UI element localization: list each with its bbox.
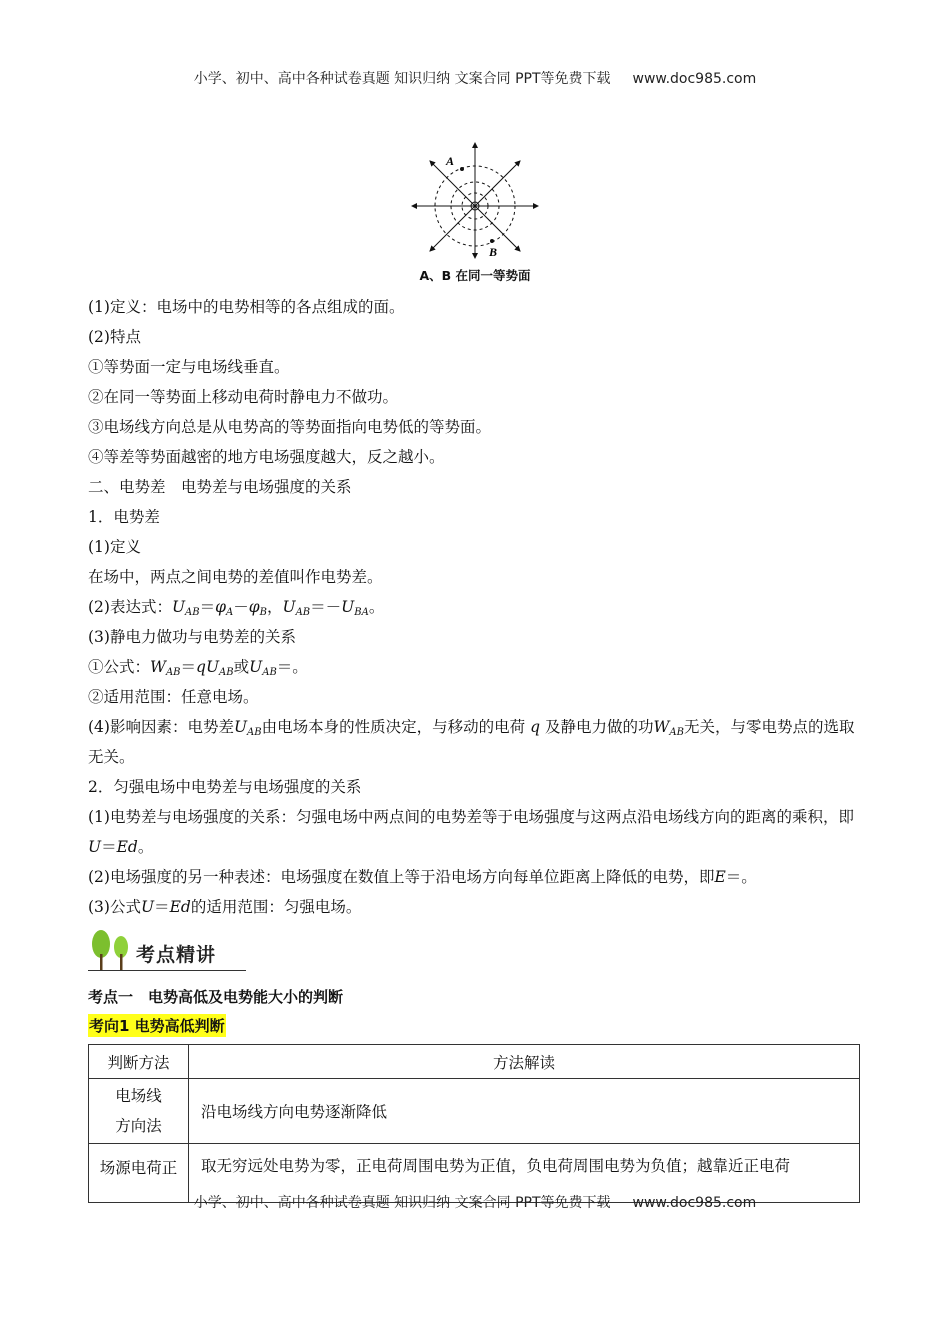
- expression-prefix: (2)表达式：: [88, 598, 172, 616]
- field-line-ne: [475, 161, 520, 206]
- expression-line: (2)表达式：$U_{AB}=\varphi_A-\varphi_B$，$U_{AB}=-U_{BA}$。: [88, 598, 385, 618]
- subsection-2-title: 2．匀强电场中电势差与电场强度的关系: [88, 778, 362, 796]
- feature-4: ④等差等势面越密的地方电场强度越大，反之越小。: [88, 448, 445, 466]
- label-a: A: [446, 154, 455, 168]
- page-footer: [0, 1192, 950, 1212]
- work-relation-title: (3)静电力做功与电势差的关系: [88, 628, 296, 646]
- formula-prefix: ①公式：: [88, 658, 151, 676]
- potential-diff-def-title: (1)定义: [88, 538, 141, 556]
- scope-line: ②适用范围：任意电场。: [88, 688, 259, 706]
- footer-text: 小学、初中、高中各种试卷真题 知识归纳 文案合同 PPT等免费下载: [193, 1195, 611, 1211]
- field-line-sw: [430, 206, 475, 251]
- header-text: 小学、初中、高中各种试卷真题 知识归纳 文案合同 PPT等免费下载: [193, 71, 611, 87]
- factors-paragraph: (4)影响因素：电势差$U_{AB}$由电场本身的性质决定，与移动的电荷 q 及静电力做的功$W_{AB}$无关，与零电势点的选取无关。: [88, 718, 855, 766]
- table-header-row: [89, 1045, 860, 1079]
- main-content: [88, 292, 863, 922]
- relation-3: (3)公式U＝Ed的适用范围：匀强电场。: [88, 898, 362, 916]
- kaodian-title: 考点一 电势高低及电势能大小的判断: [88, 988, 344, 1006]
- section-banner: [88, 928, 246, 974]
- point-a: [460, 167, 464, 171]
- table-header: 方法解读: [189, 1045, 860, 1079]
- table-cell-method: 电场线 方向法: [89, 1079, 189, 1144]
- figure-caption: A、B 在同一等势面: [419, 268, 531, 283]
- table-row: [89, 1079, 860, 1144]
- features-title: (2)特点: [88, 328, 141, 346]
- formula-line: ①公式：$W_{AB}=qU_{AB}$或$U_{AB}=$。: [88, 658, 308, 678]
- formula-or: 或: [233, 658, 250, 676]
- table-cell-desc: 沿电场线方向电势逐渐降低: [189, 1079, 860, 1144]
- banner-underline: [88, 970, 246, 971]
- field-line-se: [475, 206, 520, 251]
- header-site[interactable]: www.doc985.com: [632, 71, 757, 87]
- relation-2: (2)电场强度的另一种表述：电场强度在数值上等于沿电场方向每单位距离上降低的电势，即E＝。: [88, 868, 757, 886]
- banner-title: 考点精讲: [136, 944, 217, 966]
- tree-icon: [88, 928, 138, 974]
- page-header: [0, 68, 950, 88]
- point-b: [490, 239, 494, 243]
- table-cell-desc: 取无穷远处电势为零，正电荷周围电势为正值，负电荷周围电势为负值；越靠近正电荷: [189, 1144, 860, 1203]
- subsection-1-title: 1．电势差: [88, 508, 160, 526]
- method-table: [88, 1044, 860, 1203]
- footer-site[interactable]: www.doc985.com: [632, 1195, 757, 1211]
- table-cell-method: 场源电荷正: [89, 1144, 189, 1203]
- label-b: B: [489, 245, 498, 259]
- feature-2: ②在同一等势面上移动电荷时静电力不做功。: [88, 388, 399, 406]
- feature-1: ①等势面一定与电场线垂直。: [88, 358, 290, 376]
- table-header: 判断方法: [89, 1045, 189, 1079]
- equipotential-def: (1)定义：电场中的电势相等的各点组成的面。: [88, 298, 405, 316]
- relation-1: (1)电势差与电场强度的关系：匀强电场中两点间的电势差等于电场强度与这两点沿电场线方向的距离的乘积，即U＝Ed。: [88, 808, 854, 856]
- equipotential-figure: [408, 140, 542, 260]
- potential-diff-def-text: 在场中，两点之间电势的差值叫作电势差。: [88, 568, 383, 586]
- kaoxiang-title: 考向1 电势高低判断: [88, 1014, 226, 1037]
- feature-3: ③电场线方向总是从电势高的等势面指向电势低的等势面。: [88, 418, 492, 436]
- section-2-title: 二、电势差 电势差与电场强度的关系: [88, 478, 352, 496]
